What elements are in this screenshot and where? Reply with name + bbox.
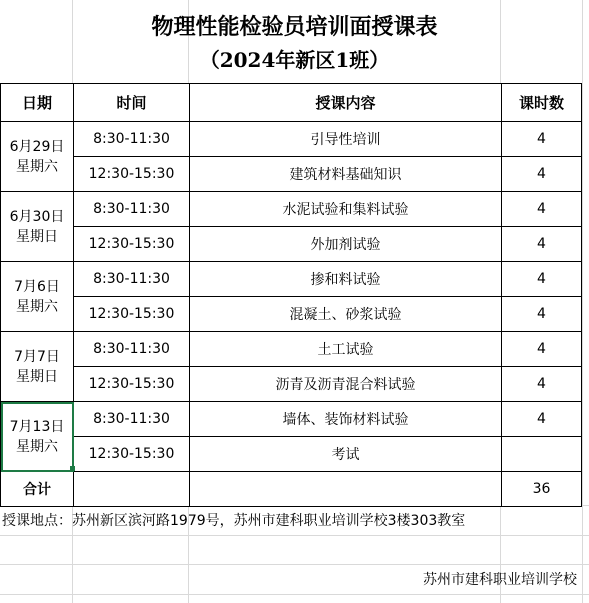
table-row	[1, 122, 582, 157]
weekday-label: 星期六	[16, 158, 58, 175]
hours-cell[interactable]: 4	[502, 157, 582, 192]
table-row	[1, 227, 582, 262]
header-date[interactable]: 日期	[1, 84, 74, 122]
table-row	[1, 297, 582, 332]
gridline	[0, 594, 589, 595]
date-label: 7月7日	[14, 348, 60, 365]
hours-cell[interactable]: 4	[502, 297, 582, 332]
time-cell[interactable]: 8:30-11:30	[74, 262, 190, 297]
content-cell[interactable]: 引导性培训	[190, 122, 502, 157]
date-label: 6月29日	[9, 138, 65, 155]
content-cell[interactable]: 建筑材料基础知识	[190, 157, 502, 192]
hours-cell[interactable]: 4	[502, 192, 582, 227]
content-cell[interactable]: 混凝土、砂浆试验	[190, 297, 502, 332]
empty-cell[interactable]	[74, 472, 190, 507]
weekday-label: 星期日	[16, 228, 58, 245]
gridline	[582, 0, 583, 603]
date-cell-selected[interactable]	[1, 402, 74, 472]
schedule-table	[0, 83, 582, 507]
hours-cell[interactable]: 4	[502, 332, 582, 367]
total-label[interactable]: 合计	[1, 472, 74, 507]
hours-cell[interactable]: 4	[502, 122, 582, 157]
header-time[interactable]: 时间	[74, 84, 190, 122]
date-cell[interactable]	[1, 122, 74, 192]
hours-cell[interactable]: 4	[502, 367, 582, 402]
time-cell[interactable]: 12:30-15:30	[74, 227, 190, 262]
content-cell[interactable]: 土工试验	[190, 332, 502, 367]
table-row	[1, 402, 582, 437]
table-row	[1, 437, 582, 472]
hours-cell[interactable]: 4	[502, 227, 582, 262]
total-hours[interactable]: 36	[502, 472, 582, 507]
content-cell[interactable]: 沥青及沥青混合料试验	[190, 367, 502, 402]
content-cell[interactable]: 墙体、装饰材料试验	[190, 402, 502, 437]
date-label: 7月13日	[9, 418, 65, 435]
gridline	[0, 535, 589, 536]
time-cell[interactable]: 12:30-15:30	[74, 297, 190, 332]
header-content[interactable]: 授课内容	[190, 84, 502, 122]
date-cell[interactable]	[1, 262, 74, 332]
time-cell[interactable]: 8:30-11:30	[74, 192, 190, 227]
empty-cell[interactable]	[190, 472, 502, 507]
date-cell[interactable]	[1, 332, 74, 402]
gridline	[0, 564, 589, 565]
weekday-label: 星期六	[16, 298, 58, 315]
selection-fill-handle[interactable]	[70, 466, 75, 471]
weekday-label: 星期日	[16, 368, 58, 385]
date-label: 7月6日	[14, 278, 60, 295]
date-cell[interactable]	[1, 192, 74, 262]
hours-cell[interactable]	[502, 437, 582, 472]
total-row	[1, 472, 582, 507]
time-cell[interactable]: 12:30-15:30	[74, 437, 190, 472]
time-cell[interactable]: 8:30-11:30	[74, 332, 190, 367]
content-cell[interactable]: 水泥试验和集料试验	[190, 192, 502, 227]
table-row	[1, 262, 582, 297]
table-row	[1, 367, 582, 402]
title-block[interactable]	[0, 0, 589, 82]
time-cell[interactable]: 8:30-11:30	[74, 122, 190, 157]
hours-cell[interactable]: 4	[502, 262, 582, 297]
table-row	[1, 192, 582, 227]
header-hours[interactable]: 课时数	[502, 84, 582, 122]
time-cell[interactable]: 12:30-15:30	[74, 367, 190, 402]
table-row	[1, 332, 582, 367]
content-cell[interactable]: 外加剂试验	[190, 227, 502, 262]
header-row	[1, 84, 582, 122]
table-row	[1, 157, 582, 192]
page-title: 物理性能检验员培训面授课表	[151, 14, 438, 40]
weekday-label: 星期六	[16, 438, 58, 455]
page-subtitle: （2024年新区1班）	[199, 48, 390, 72]
location-note[interactable]: 授课地点：苏州新区滨河路1979号，苏州市建科职业培训学校3楼303教室	[2, 513, 466, 529]
hours-cell[interactable]: 4	[502, 402, 582, 437]
school-signature[interactable]: 苏州市建科职业培训学校	[423, 572, 577, 588]
time-cell[interactable]: 8:30-11:30	[74, 402, 190, 437]
time-cell[interactable]: 12:30-15:30	[74, 157, 190, 192]
date-label: 6月30日	[9, 208, 65, 225]
content-cell[interactable]: 掺和料试验	[190, 262, 502, 297]
content-cell[interactable]: 考试	[190, 437, 502, 472]
